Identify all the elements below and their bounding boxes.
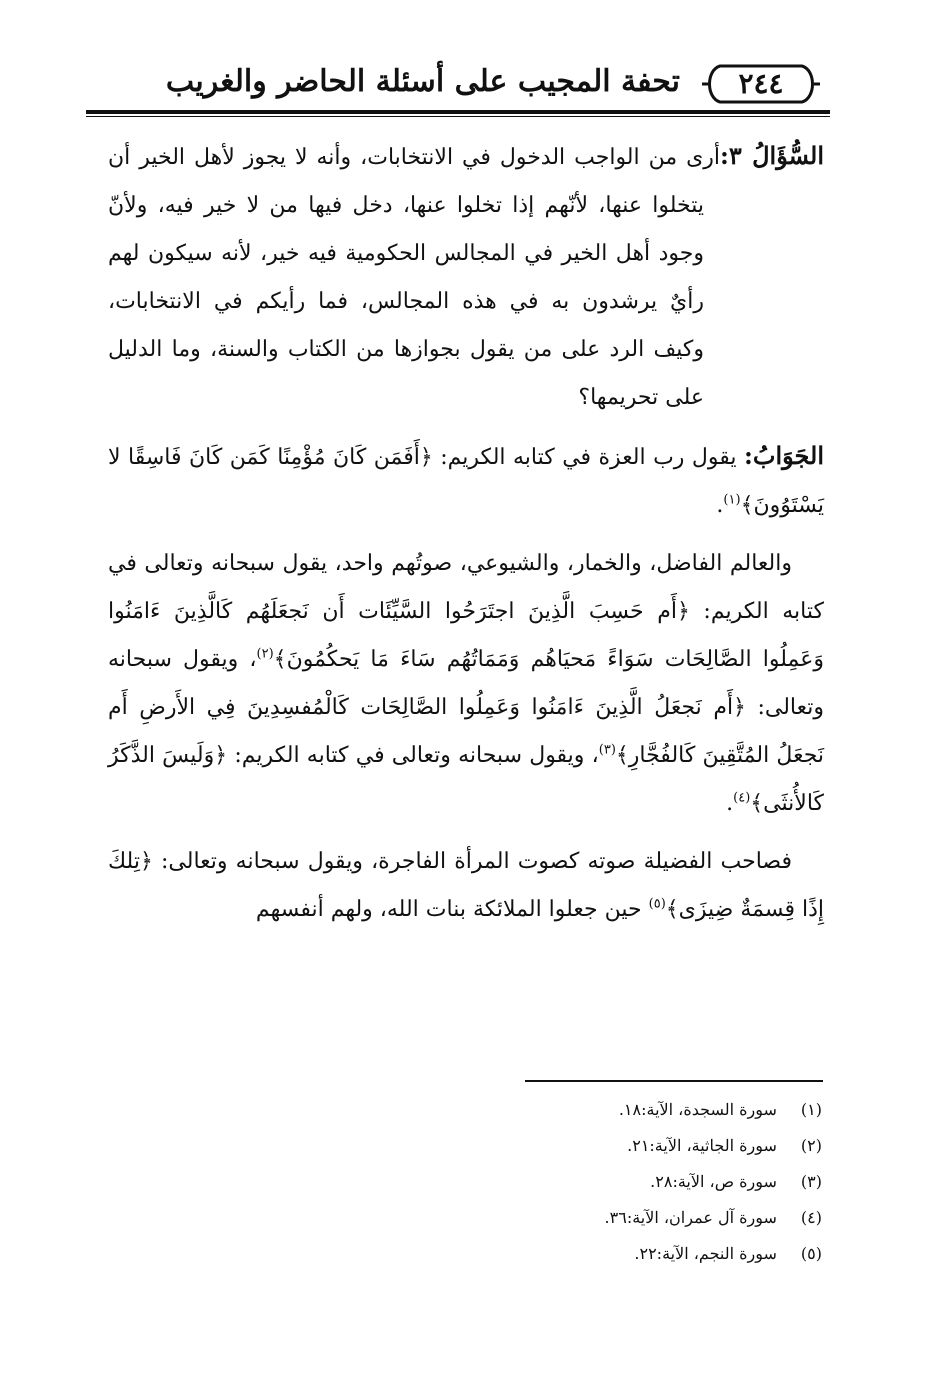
- footnote-3: [420, 1164, 822, 1200]
- page-number: ٢٤٤: [738, 67, 784, 100]
- footnote-1: [420, 1092, 822, 1128]
- footnote-ref-3: (٣): [598, 742, 616, 758]
- quran-verse-5: ﴿تِلكَ إِذًا قِسمَةٌ ضِيزَى﴾: [108, 849, 824, 922]
- footnote-text: سورة السجدة، الآية:١٨.: [618, 1100, 777, 1119]
- quran-verse-3: ﴿أَم نَجعَلُ الَّذِينَ ءَامَنُوا وَعَمِلُوا الصَّالِحَات كَالْمُفسِدِينَ فِي الأَرضِ أَم نَجعَلُ المُتَّقِينَ كَالفُجَّارِ﴾: [108, 695, 825, 768]
- paragraph-2-end: .: [726, 791, 734, 816]
- paragraph-3: [108, 838, 824, 934]
- footnote-number: (٤): [800, 1208, 822, 1227]
- footnote-text: سورة الجاثية، الآية:٢١.: [627, 1136, 777, 1155]
- footnote-separator: [525, 1080, 823, 1082]
- paragraph-3-text-b: حين جعلوا الملائكة بنات الله، ولهم أنفسهم: [255, 897, 642, 922]
- quran-verse-2: ﴿أَم حَسِبَ الَّذِينَ اجتَرَحُوا السَّيِّئَات أَن نَجعَلَهُم كَالَّذِينَ ءَامَنُوا وَعَمِلُوا الصَّالِحَات سَوَاءً مَحيَاهُم وَمَمَاتُهُم سَاءَ مَا يَحكُمُونَ﴾: [108, 599, 824, 672]
- page-body: [108, 132, 824, 934]
- question-label: السُّؤَالُ ٣:: [720, 141, 824, 170]
- footnote-text: سورة آل عمران، الآية:٣٦.: [604, 1208, 777, 1227]
- footnote-2: [420, 1128, 822, 1164]
- header-rule-thin: [86, 116, 830, 117]
- answer-label: الجَوَابُ:: [744, 441, 824, 470]
- question-paragraph: [108, 132, 824, 422]
- footnote-4: [420, 1200, 822, 1236]
- answer-paragraph: الجَوَابُ: يقول رب العزة في كتابه الكريم: ﴿أَفَمَن كَانَ مُؤْمِنًا كَمَن كَانَ فَاسِقًا لا يَسْتَوُونَ﴾$^{(١)}$.: [108, 441, 824, 518]
- paragraph-2-text-c: ، ويقول سبحانه وتعالى في كتابه الكريم:: [234, 743, 599, 768]
- footnote-ref-2: (٢): [256, 646, 274, 662]
- paragraph-2: [108, 540, 824, 828]
- footnote-text: سورة ص، الآية:٢٨.: [650, 1172, 777, 1191]
- question-text: أرى من الواجب الدخول في الانتخابات، وأنه لا يجوز لأهل الخير أن يتخلوا عنها، لأنّهم إذا تخلوا عنها، دخل فيها من لا خير فيه، ولأنّ وجود أهل الخير في المجالس الحكومية فيه خير، لأنه سيكون لهم رأيٌ يرشدون به في هذه المجالس، فما رأيكم في الانتخابات، وكيف الرد على من يقول بجوازها من الكتاب والسنة، وما الدليل على تحريمها؟: [108, 145, 721, 410]
- paragraph-3-text-a: فصاحب الفضيلة صوته كصوت المرأة الفاجرة، ويقول سبحانه وتعالى:: [161, 849, 792, 874]
- footnote-5: [420, 1236, 822, 1272]
- footnote-ref-5: (٥): [648, 896, 666, 912]
- footnote-ref-1: (١): [723, 492, 741, 508]
- header-rule: [86, 110, 830, 114]
- footnote-number: (٥): [800, 1244, 822, 1263]
- footnote-number: (٢): [800, 1136, 822, 1155]
- footnote-number: (٣): [800, 1172, 822, 1191]
- quran-verse-1: ﴿أَفَمَن كَانَ مُؤْمِنًا كَمَن كَانَ فَاسِقًا لا يَسْتَوُونَ﴾: [108, 445, 824, 518]
- footnotes: [420, 1092, 822, 1272]
- footnote-ref-4: (٤): [733, 790, 751, 806]
- page-number-badge: [702, 62, 820, 106]
- footnote-number: (١): [800, 1100, 822, 1119]
- footnote-text: سورة النجم، الآية:٢٢.: [634, 1244, 777, 1263]
- quran-verse-4: ﴿وَلَيسَ الذَّكَرُ كَالأُنثَى﴾: [108, 743, 824, 816]
- paragraph-2-text-b: ، ويقول سبحانه وتعالى:: [108, 647, 824, 720]
- page-header: [86, 60, 830, 116]
- answer-intro: يقول رب العزة في كتابه الكريم:: [440, 445, 737, 470]
- paragraph-2-text-a: والعالم الفاضل، والخمار، والشيوعي، صوتُهم واحد، يقول سبحانه وتعالى في كتابه الكريم:: [108, 551, 825, 624]
- book-title: تحفة المجيب على أسئلة الحاضر والغريب: [165, 64, 680, 99]
